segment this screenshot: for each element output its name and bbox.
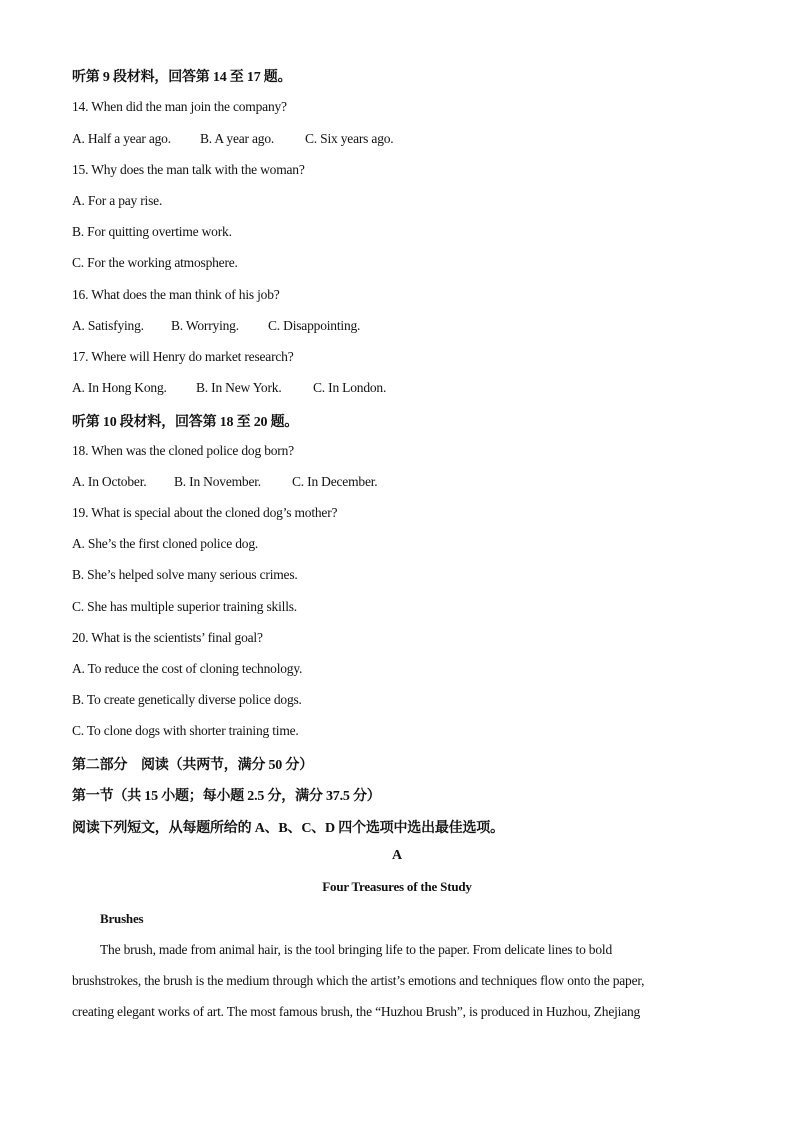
option-c: C. She has multiple superior training skills. bbox=[72, 599, 297, 614]
option-b: B. In New York. bbox=[196, 380, 282, 395]
option-b: B. In November. bbox=[174, 474, 261, 489]
option-a: A. In Hong Kong. bbox=[72, 380, 167, 395]
option-b: B. She’s helped solve many serious crimes. bbox=[72, 567, 298, 582]
passage-letter: A bbox=[392, 848, 402, 863]
question-18: 18. When was the cloned police dog born? bbox=[72, 443, 294, 458]
section-one-header: 第一节（共 15 小题；每小题 2.5 分，满分 37.5 分） bbox=[72, 789, 381, 804]
passage-line: creating elegant works of art. The most famous brush, the “Huzhou Brush”, is produced in Huzhou, Zhejiang bbox=[72, 1004, 641, 1019]
passage-title: Four Treasures of the Study bbox=[322, 879, 472, 894]
option-b: B. A year ago. bbox=[200, 131, 275, 146]
option-c: C. Six years ago. bbox=[305, 131, 394, 146]
question-14: 14. When did the man join the company? bbox=[72, 99, 287, 114]
options-16 bbox=[72, 318, 360, 334]
options-18 bbox=[72, 474, 377, 490]
option-c: C. Disappointing. bbox=[268, 318, 361, 333]
option-b: B. Worrying. bbox=[171, 318, 239, 333]
option-c: C. In London. bbox=[313, 380, 387, 395]
option-b: B. To create genetically diverse police dogs. bbox=[72, 692, 302, 707]
option-c: C. For the working atmosphere. bbox=[72, 255, 238, 270]
option-a: A. To reduce the cost of cloning technology. bbox=[72, 661, 303, 676]
section-header-9: 听第 9 段材料，回答第 14 至 17 题。 bbox=[72, 70, 292, 85]
question-19: 19. What is special about the cloned dog’s mother? bbox=[72, 505, 338, 520]
question-15: 15. Why does the man talk with the woman? bbox=[72, 162, 305, 177]
passage-line: brushstrokes, the brush is the medium through which the artist’s emotions and techniques flow onto the paper, bbox=[72, 973, 645, 988]
section-header-10: 听第 10 段材料，回答第 18 至 20 题。 bbox=[72, 415, 299, 430]
option-a: A. For a pay rise. bbox=[72, 193, 163, 208]
option-a: A. Half a year ago. bbox=[72, 131, 171, 146]
passage-line: The brush, made from animal hair, is the tool bringing life to the paper. From delicate lines to bold bbox=[100, 942, 613, 957]
question-16: 16. What does the man think of his job? bbox=[72, 287, 280, 302]
passage-subheading: Brushes bbox=[100, 911, 144, 926]
option-a: A. She’s the first cloned police dog. bbox=[72, 536, 259, 551]
option-c: C. In December. bbox=[292, 474, 378, 489]
option-b: B. For quitting overtime work. bbox=[72, 224, 232, 239]
instructions: 阅读下列短文，从每题所给的 A、B、C、D 四个选项中选出最佳选项。 bbox=[72, 821, 504, 836]
option-c: C. To clone dogs with shorter training time. bbox=[72, 723, 299, 738]
question-20: 20. What is the scientists’ final goal? bbox=[72, 630, 263, 645]
options-14 bbox=[72, 131, 393, 147]
option-a: A. Satisfying. bbox=[72, 318, 144, 333]
question-17: 17. Where will Henry do market research? bbox=[72, 349, 294, 364]
reading-part-header: 第二部分 阅读（共两节，满分 50 分） bbox=[72, 758, 313, 773]
options-17 bbox=[72, 380, 386, 396]
option-a: A. In October. bbox=[72, 474, 147, 489]
